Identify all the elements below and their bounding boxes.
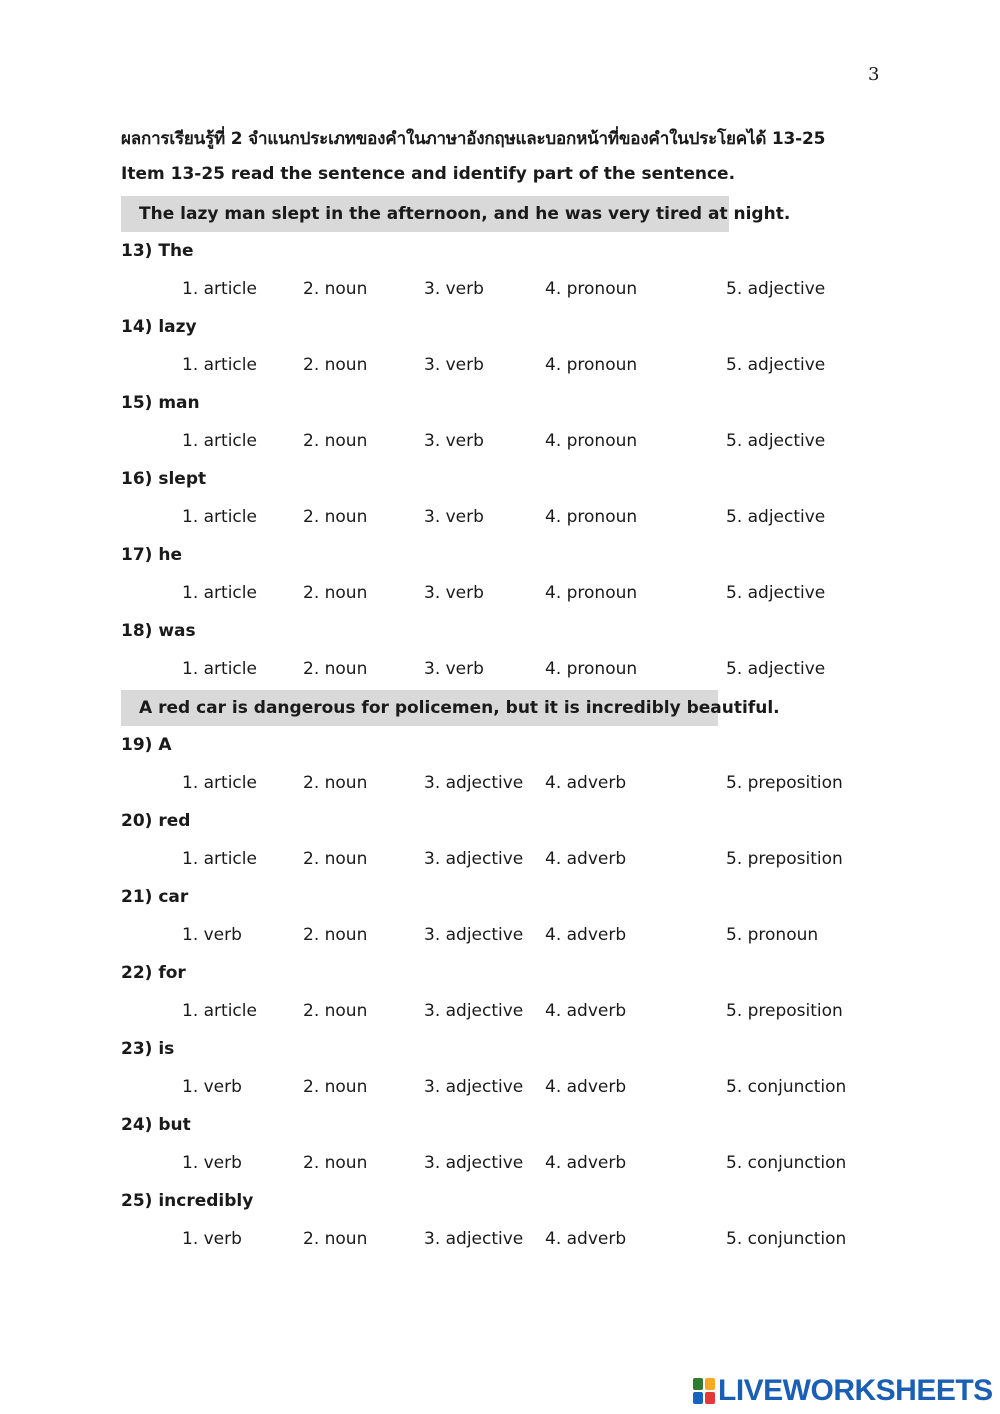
- option-2[interactable]: 2. noun: [303, 583, 368, 603]
- question-24-prompt: 24) but: [121, 1115, 191, 1135]
- option-3[interactable]: 3. adjective: [424, 925, 524, 945]
- option-4[interactable]: 4. adverb: [545, 849, 627, 869]
- option-2[interactable]: 2. noun: [303, 1077, 368, 1097]
- option-5[interactable]: 5. adjective: [726, 507, 826, 527]
- option-3[interactable]: 3. adjective: [424, 773, 524, 793]
- option-4[interactable]: 4. adverb: [545, 1077, 627, 1097]
- option-2[interactable]: 2. noun: [303, 355, 368, 375]
- option-3[interactable]: 3. adjective: [424, 1229, 524, 1249]
- option-1[interactable]: 1. article: [182, 1001, 257, 1021]
- question-17-prompt: 17) he: [121, 545, 182, 565]
- question-20-options: [0, 849, 1000, 875]
- question-23-options: [0, 1077, 1000, 1103]
- question-17-options: [0, 583, 1000, 609]
- option-5[interactable]: 5. adjective: [726, 355, 826, 375]
- passage-2: A red car is dangerous for policemen, but it is incredibly beautiful.: [121, 690, 718, 726]
- option-3[interactable]: 3. verb: [424, 279, 484, 299]
- question-22-options: [0, 1001, 1000, 1027]
- option-4[interactable]: 4. pronoun: [545, 507, 638, 527]
- question-19-options: [0, 773, 1000, 799]
- option-1[interactable]: 1. article: [182, 507, 257, 527]
- question-13-options: [0, 279, 1000, 305]
- liveworksheets-logo-icon: [693, 1378, 715, 1404]
- option-1[interactable]: 1. article: [182, 773, 257, 793]
- option-1[interactable]: 1. article: [182, 583, 257, 603]
- brand-text: LIVEWORKSHEETS: [718, 1374, 993, 1407]
- passage-1: The lazy man slept in the afternoon, and he was very tired at night.: [121, 196, 729, 232]
- option-4[interactable]: 4. adverb: [545, 1001, 627, 1021]
- option-4[interactable]: 4. pronoun: [545, 355, 638, 375]
- option-3[interactable]: 3. adjective: [424, 849, 524, 869]
- option-4[interactable]: 4. pronoun: [545, 431, 638, 451]
- option-2[interactable]: 2. noun: [303, 1001, 368, 1021]
- option-5[interactable]: 5. preposition: [726, 849, 843, 869]
- option-1[interactable]: 1. verb: [182, 1077, 242, 1097]
- option-1[interactable]: 1. article: [182, 659, 257, 679]
- question-14-options: [0, 355, 1000, 381]
- question-15-options: [0, 431, 1000, 457]
- option-3[interactable]: 3. verb: [424, 659, 484, 679]
- option-2[interactable]: 2. noun: [303, 925, 368, 945]
- option-4[interactable]: 4. pronoun: [545, 659, 638, 679]
- option-4[interactable]: 4. adverb: [545, 925, 627, 945]
- question-13-prompt: 13) The: [121, 241, 194, 261]
- option-4[interactable]: 4. adverb: [545, 1153, 627, 1173]
- option-2[interactable]: 2. noun: [303, 507, 368, 527]
- option-5[interactable]: 5. adjective: [726, 431, 826, 451]
- option-5[interactable]: 5. preposition: [726, 773, 843, 793]
- option-5[interactable]: 5. conjunction: [726, 1153, 847, 1173]
- option-3[interactable]: 3. adjective: [424, 1077, 524, 1097]
- option-1[interactable]: 1. article: [182, 279, 257, 299]
- instruction-text: Item 13-25 read the sentence and identify part of the sentence.: [121, 164, 736, 184]
- option-2[interactable]: 2. noun: [303, 659, 368, 679]
- question-25-prompt: 25) incredibly: [121, 1191, 254, 1211]
- option-3[interactable]: 3. verb: [424, 583, 484, 603]
- question-16-prompt: 16) slept: [121, 469, 207, 489]
- option-5[interactable]: 5. conjunction: [726, 1077, 847, 1097]
- option-3[interactable]: 3. verb: [424, 355, 484, 375]
- option-5[interactable]: 5. conjunction: [726, 1229, 847, 1249]
- option-2[interactable]: 2. noun: [303, 1153, 368, 1173]
- option-2[interactable]: 2. noun: [303, 849, 368, 869]
- page-number: 3: [868, 64, 880, 85]
- option-5[interactable]: 5. adjective: [726, 583, 826, 603]
- option-5[interactable]: 5. preposition: [726, 1001, 843, 1021]
- question-18-options: [0, 659, 1000, 685]
- option-1[interactable]: 1. verb: [182, 1153, 242, 1173]
- question-22-prompt: 22) for: [121, 963, 186, 983]
- option-3[interactable]: 3. adjective: [424, 1001, 524, 1021]
- question-18-prompt: 18) was: [121, 621, 196, 641]
- question-21-options: [0, 925, 1000, 951]
- option-1[interactable]: 1. verb: [182, 925, 242, 945]
- question-20-prompt: 20) red: [121, 811, 191, 831]
- option-2[interactable]: 2. noun: [303, 431, 368, 451]
- learning-outcome-heading: ผลการเรียนรู้ที่ 2 จำแนกประเภทของคำในภาษาอังกฤษและบอกหน้าที่ของคำในประโยคได้ 13-25: [121, 129, 826, 149]
- option-1[interactable]: 1. article: [182, 431, 257, 451]
- option-4[interactable]: 4. pronoun: [545, 279, 638, 299]
- option-5[interactable]: 5. adjective: [726, 659, 826, 679]
- liveworksheets-brand[interactable]: [693, 1374, 993, 1408]
- question-25-options: [0, 1229, 1000, 1255]
- option-4[interactable]: 4. adverb: [545, 1229, 627, 1249]
- option-2[interactable]: 2. noun: [303, 279, 368, 299]
- option-3[interactable]: 3. adjective: [424, 1153, 524, 1173]
- option-5[interactable]: 5. adjective: [726, 279, 826, 299]
- question-24-options: [0, 1153, 1000, 1179]
- option-1[interactable]: 1. article: [182, 849, 257, 869]
- question-16-options: [0, 507, 1000, 533]
- question-19-prompt: 19) A: [121, 735, 172, 755]
- question-15-prompt: 15) man: [121, 393, 200, 413]
- option-4[interactable]: 4. pronoun: [545, 583, 638, 603]
- option-5[interactable]: 5. pronoun: [726, 925, 819, 945]
- question-14-prompt: 14) lazy: [121, 317, 197, 337]
- option-2[interactable]: 2. noun: [303, 773, 368, 793]
- option-2[interactable]: 2. noun: [303, 1229, 368, 1249]
- option-1[interactable]: 1. verb: [182, 1229, 242, 1249]
- option-1[interactable]: 1. article: [182, 355, 257, 375]
- option-4[interactable]: 4. adverb: [545, 773, 627, 793]
- question-21-prompt: 21) car: [121, 887, 189, 907]
- option-3[interactable]: 3. verb: [424, 431, 484, 451]
- option-3[interactable]: 3. verb: [424, 507, 484, 527]
- question-23-prompt: 23) is: [121, 1039, 175, 1059]
